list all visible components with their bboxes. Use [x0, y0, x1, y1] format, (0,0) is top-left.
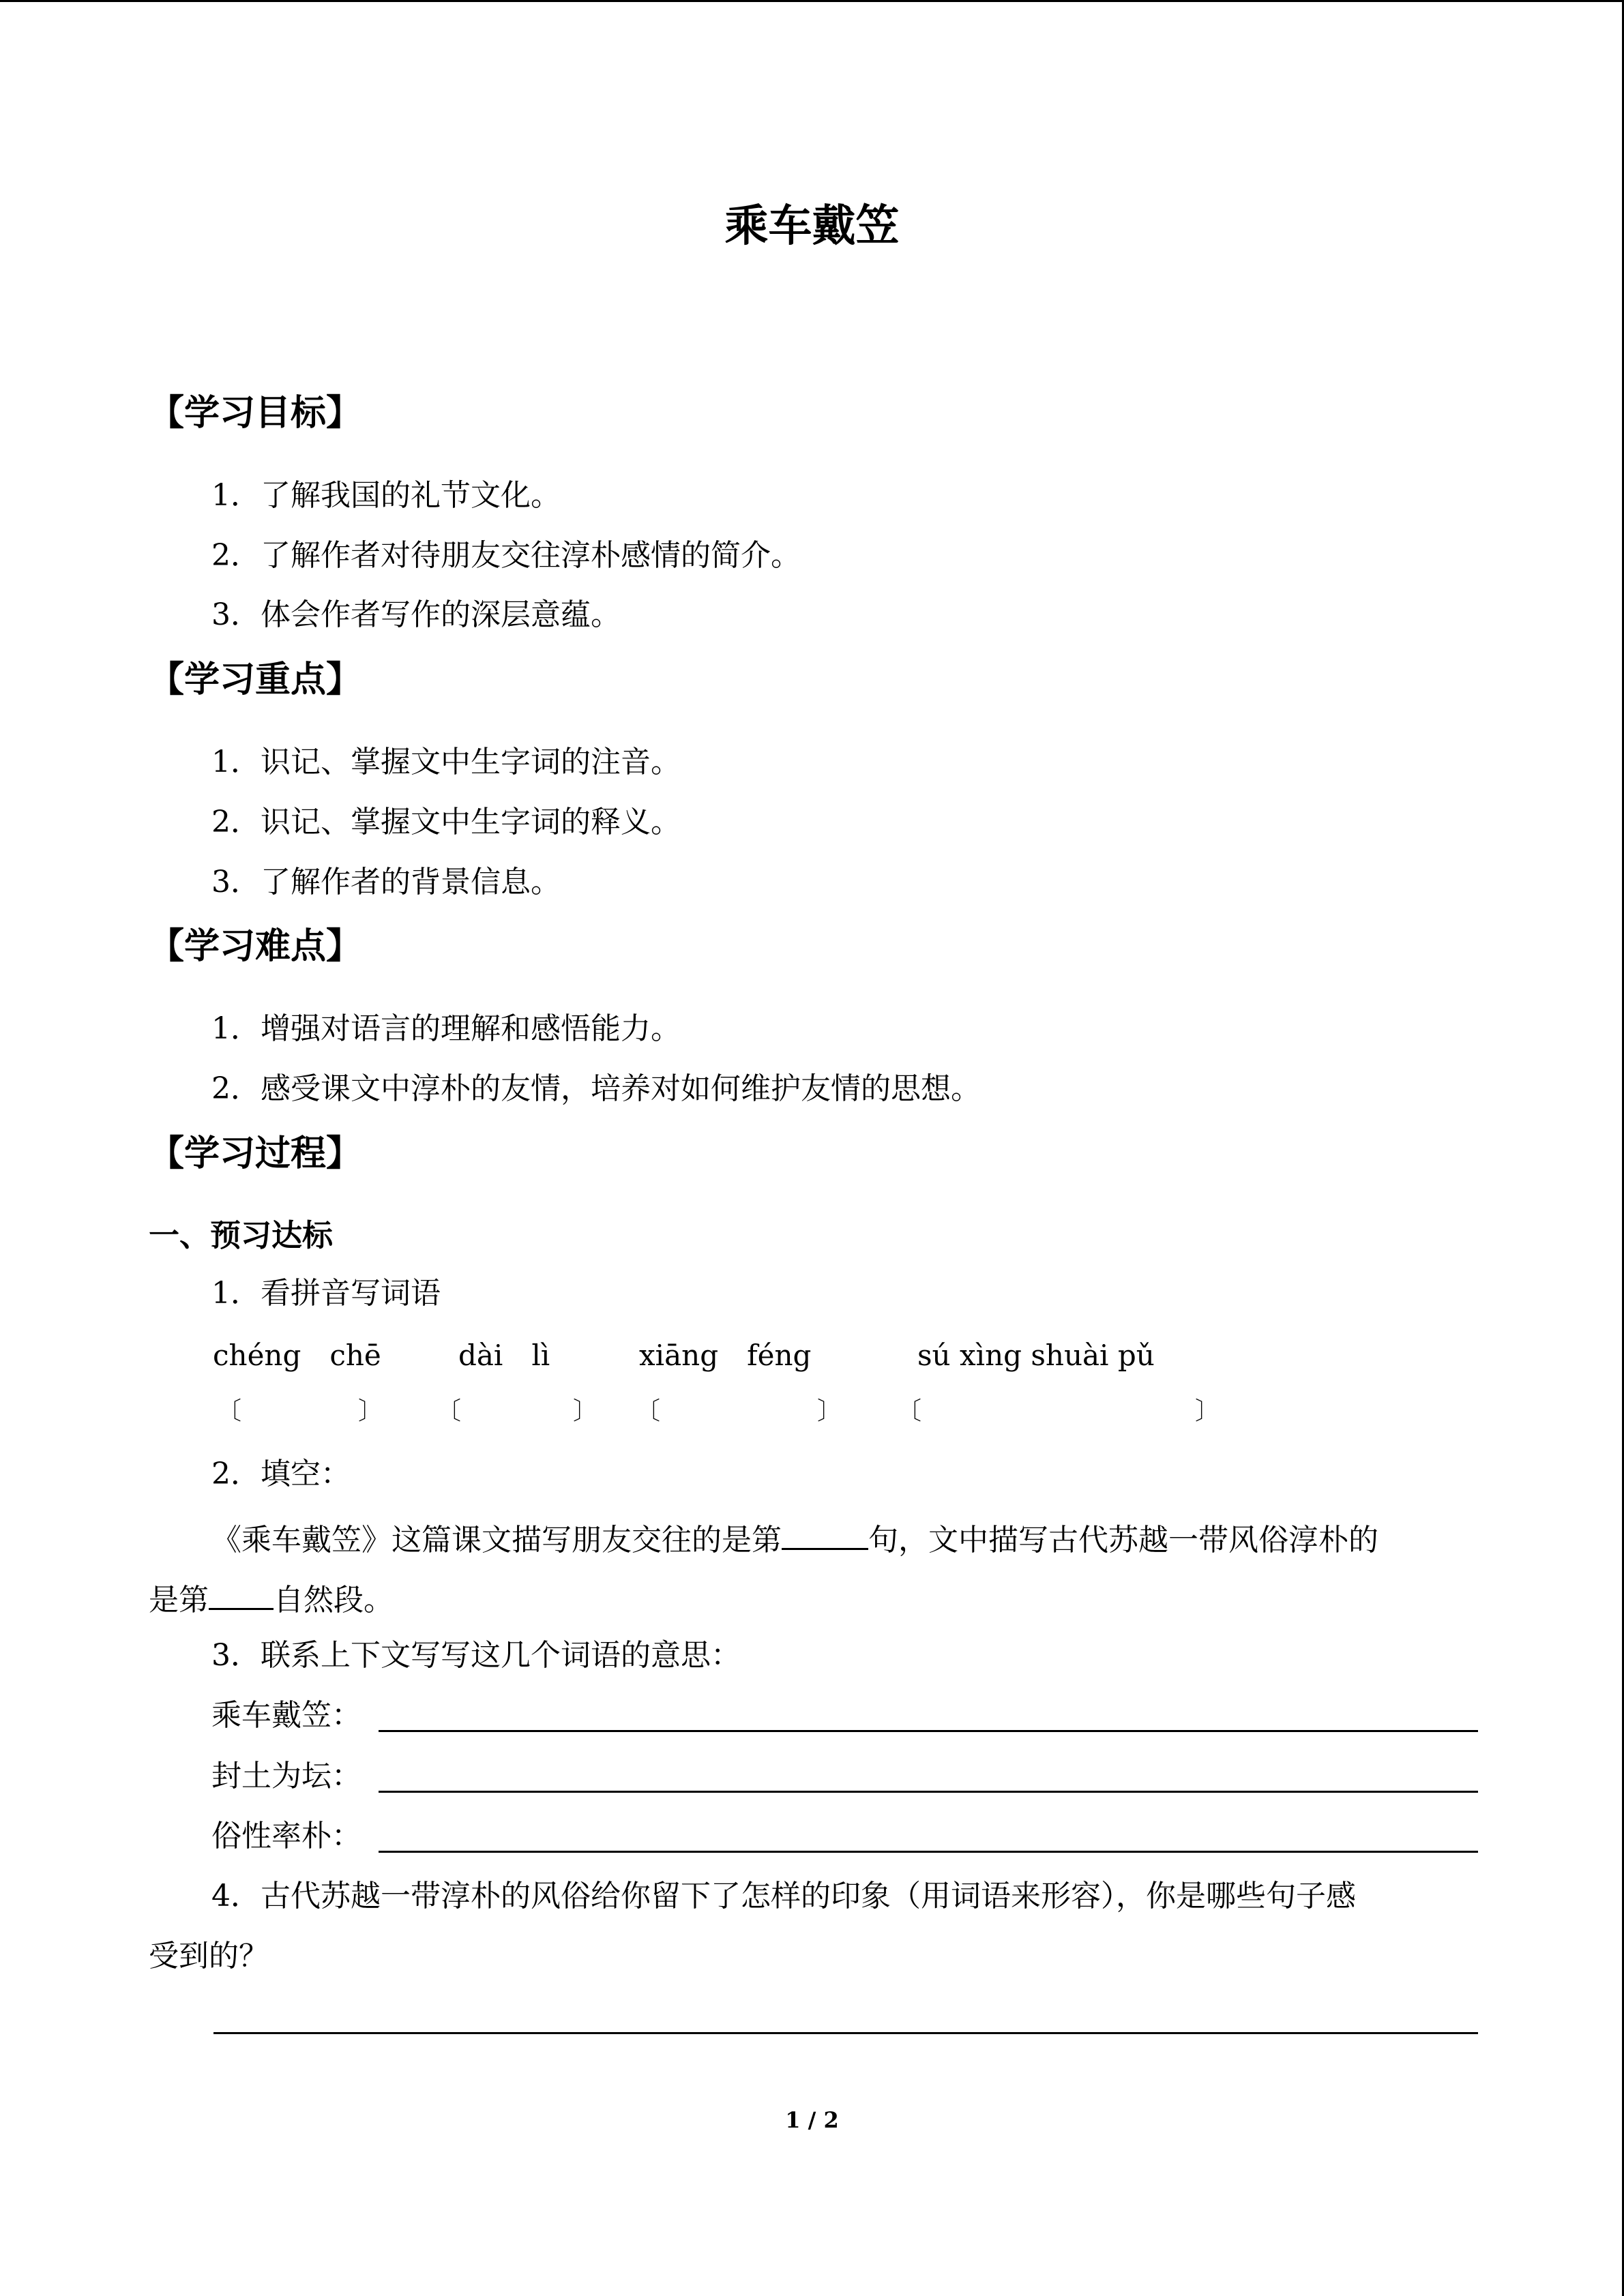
goal-item: 3．体会作者写作的深层意蕴。	[211, 597, 621, 632]
answer-bracket-open: 〔	[437, 1397, 462, 1425]
section-heading-difficulties: 【学习难点】	[149, 926, 362, 967]
section-heading-goals: 【学习目标】	[149, 393, 362, 434]
pinyin-xiangfeng: xiāng féng	[639, 1339, 812, 1372]
q2-line-1	[211, 1521, 1378, 1555]
answer-bracket-open: 〔	[897, 1397, 922, 1425]
pinyin-daili: dài lì	[458, 1339, 550, 1372]
q3-prompt: 3．联系上下文写写这几个词语的意思：	[211, 1638, 741, 1673]
answer-bracket-open: 〔	[636, 1397, 661, 1425]
term-label: 俗性率朴：	[211, 1819, 361, 1853]
answer-bracket-close: 〕	[817, 1397, 842, 1425]
fill-blank-paragraph[interactable]	[209, 1581, 274, 1610]
q4-line-1: 4．古代苏越一带淳朴的风俗给你留下了怎样的印象（用词语来形容），你是哪些句子感	[211, 1879, 1356, 1913]
answer-bracket-close: 〕	[358, 1397, 383, 1425]
term-label: 乘车戴笠：	[211, 1698, 361, 1733]
q2-line-2	[149, 1581, 394, 1615]
section-heading-key-points: 【学习重点】	[149, 659, 362, 700]
difficulty-item: 2．感受课文中淳朴的友情，培养对如何维护友情的思想。	[211, 1071, 981, 1106]
page-number: 1 / 2	[785, 2107, 839, 2133]
goal-item: 1．了解我国的礼节文化。	[211, 478, 561, 513]
preview-heading: 一、预习达标	[149, 1217, 334, 1253]
fill-blank-sentence[interactable]	[782, 1521, 868, 1550]
pinyin-chengche: chéng chē	[213, 1339, 381, 1372]
key-point-item: 1．识记、掌握文中生字词的注音。	[211, 745, 681, 779]
goal-item: 2．了解作者对待朋友交往淳朴感情的简介。	[211, 538, 801, 573]
key-point-item: 2．识记、掌握文中生字词的释义。	[211, 805, 681, 839]
q2-text-b: 句，文中描写古代苏越一带风俗淳朴的	[868, 1523, 1378, 1557]
answer-bracket-open: 〔	[217, 1397, 242, 1425]
q2-text-c: 是第	[149, 1583, 209, 1617]
page-title: 乘车戴笠	[724, 201, 900, 252]
page-border-top	[0, 0, 1624, 2]
answer-bracket-close: 〕	[1195, 1397, 1220, 1425]
answer-bracket-close: 〕	[573, 1397, 598, 1425]
q2-prompt: 2．填空：	[211, 1457, 351, 1491]
answer-line-term-2[interactable]	[379, 1791, 1478, 1793]
answer-line-q4[interactable]	[213, 2032, 1478, 2034]
q1-prompt: 1．看拼音写词语	[211, 1276, 441, 1311]
difficulty-item: 1．增强对语言的理解和感悟能力。	[211, 1011, 681, 1046]
q2-text-a: 《乘车戴笠》这篇课文描写朋友交往的是第	[211, 1523, 782, 1557]
term-label: 封土为坛：	[211, 1759, 361, 1793]
q2-text-d: 自然段。	[274, 1583, 394, 1617]
section-heading-process: 【学习过程】	[149, 1133, 362, 1174]
answer-line-term-3[interactable]	[379, 1851, 1478, 1853]
q4-line-2: 受到的？	[149, 1939, 269, 1973]
answer-line-term-1[interactable]	[379, 1730, 1478, 1732]
key-point-item: 3．了解作者的背景信息。	[211, 865, 561, 899]
pinyin-suxingshuaipu: sú xìng shuài pǔ	[917, 1339, 1155, 1372]
